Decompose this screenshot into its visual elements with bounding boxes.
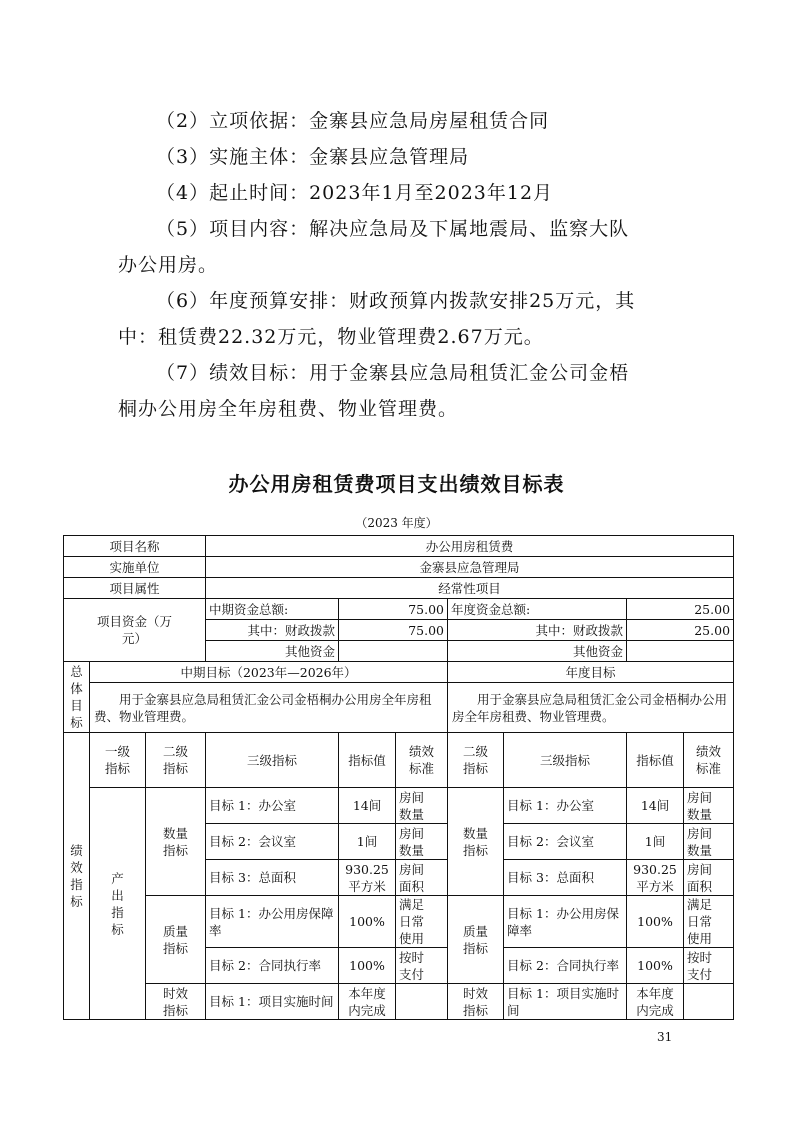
perf-indicator-label-text: 绩效指标	[70, 843, 83, 909]
goal-text-line2: 桐办公用房全年房租费、物业管理费。	[118, 398, 459, 420]
paragraph-subject	[118, 139, 678, 175]
qty-target-3-year: 目标 3：总面积	[504, 860, 627, 896]
header-level2-text: 二级指标	[162, 744, 188, 776]
quality-target-2: 目标 2：合同执行率	[206, 948, 339, 984]
time-target-1: 目标 1：项目实施时间	[206, 984, 339, 1020]
mid-other-label: 其他资金	[206, 641, 339, 662]
perf-indicator-label	[64, 733, 90, 1020]
table-row	[64, 788, 734, 824]
qty-target-1-standard	[396, 788, 448, 824]
qty-target-2-standard-text: 房间数量	[399, 825, 425, 858]
mid-goal-header: 中期目标（2023年—2026年）	[90, 662, 448, 683]
qty-target-1: 目标 1：办公室	[206, 788, 339, 824]
header-standard-year	[684, 733, 734, 788]
qty-target-3-year-standard	[684, 860, 734, 896]
year-fiscal-value: 25.00	[627, 620, 734, 641]
subject-text: （3）实施主体：金寨县应急管理局	[156, 146, 470, 168]
time-target-1-year-value-text: 本年度内完成	[636, 985, 674, 1018]
unit-label: 实施单位	[64, 557, 206, 578]
table-row	[64, 733, 734, 788]
time-indicator-year	[448, 984, 504, 1020]
quality-target-2-value: 100%	[339, 948, 396, 984]
table-row	[64, 984, 734, 1020]
quality-target-1-year-standard-text: 满足日常使用	[687, 897, 713, 946]
time-indicator-year-text: 时效指标	[463, 985, 489, 1018]
quality-target-2-standard	[396, 948, 448, 984]
output-indicator	[90, 788, 146, 1020]
qty-target-1-value: 14间	[339, 788, 396, 824]
quality-target-1-value: 100%	[339, 896, 396, 948]
quality-indicator	[146, 896, 206, 984]
performance-target-table	[63, 535, 734, 1020]
budget-text-line2: 中：租赁费22.32万元，物业管理费2.67万元。	[118, 326, 544, 348]
content-text-line2: 办公用房。	[118, 254, 219, 276]
project-name-value: 办公用房租赁费	[206, 536, 734, 557]
time-target-1-standard	[396, 984, 448, 1020]
mid-total-value: 75.00	[339, 599, 448, 620]
qty-indicator-year	[448, 788, 504, 896]
quality-target-1: 目标 1：办公用房保障率	[206, 896, 339, 948]
time-target-1-value	[339, 984, 396, 1020]
funds-label-text: 项目资金（万元）	[96, 614, 172, 646]
qty-target-3-year-value-text: 930.25平方米	[633, 861, 677, 894]
quality-target-2-year-standard-text: 按时支付	[687, 949, 713, 982]
qty-target-1-standard-text: 房间数量	[399, 789, 425, 822]
year-total-label: 年度资金总额:	[448, 599, 627, 620]
goal-text-line1: （7）绩效目标：用于金寨县应急局租赁汇金公司金梧	[156, 362, 630, 384]
qty-target-2-year: 目标 2：会议室	[504, 824, 627, 860]
qty-target-3-standard-text: 房间面积	[399, 861, 425, 894]
qty-indicator	[146, 788, 206, 896]
time-target-1-year-value	[627, 984, 684, 1020]
qty-target-1-year-standard	[684, 788, 734, 824]
header-value: 指标值	[339, 733, 396, 788]
qty-indicator-year-text: 数量指标	[463, 825, 489, 858]
qty-target-3-year-value	[627, 860, 684, 896]
header-level3: 三级指标	[206, 733, 339, 788]
overall-goal-label	[64, 662, 90, 733]
year-goal-text: 用于金寨县应急局租赁汇金公司金梧桐办公用房全年房租费、物业管理费。	[448, 683, 734, 733]
table-title: 办公用房租赁费项目支出绩效目标表	[228, 472, 565, 496]
time-target-1-year: 目标 1：项目实施时间	[504, 984, 627, 1020]
overall-goal-label-text: 总体目标	[70, 664, 83, 730]
quality-indicator-year-text: 质量指标	[463, 923, 489, 956]
table-row	[64, 557, 734, 578]
year-other-label: 其他资金	[448, 641, 627, 662]
table-row	[64, 662, 734, 683]
qty-target-2: 目标 2：会议室	[206, 824, 339, 860]
budget-text-line1: （6）年度预算安排：财政预算内拨款安排25万元，其	[156, 290, 636, 312]
qty-indicator-text: 数量指标	[162, 825, 188, 858]
attr-label: 项目属性	[64, 578, 206, 599]
table-row	[64, 599, 734, 620]
table-year: （2023 年度）	[355, 516, 438, 530]
project-name-label: 项目名称	[64, 536, 206, 557]
qty-target-2-year-value: 1间	[627, 824, 684, 860]
header-standard-text: 绩效标准	[409, 744, 435, 776]
header-level2-year-text: 二级指标	[463, 744, 489, 776]
paragraph-goal	[118, 355, 678, 427]
unit-value: 金寨县应急管理局	[206, 557, 734, 578]
qty-target-2-year-standard	[684, 824, 734, 860]
page-number: 31	[657, 1030, 673, 1044]
quality-target-2-standard-text: 按时支付	[399, 949, 425, 982]
table-row	[64, 896, 734, 948]
quality-indicator-text: 质量指标	[162, 923, 188, 956]
table-row	[64, 683, 734, 733]
quality-target-1-year: 目标 1：办公用房保障率	[504, 896, 627, 948]
header-level2	[146, 733, 206, 788]
header-standard-year-text: 绩效标准	[696, 744, 722, 776]
output-indicator-text: 产出指标	[111, 870, 124, 937]
year-goal-header: 年度目标	[448, 662, 734, 683]
paragraph-content	[118, 211, 678, 283]
year-total-value: 25.00	[627, 599, 734, 620]
header-standard	[396, 733, 448, 788]
quality-target-2-year-value: 100%	[627, 948, 684, 984]
header-level1	[90, 733, 146, 788]
time-target-1-value-text: 本年度内完成	[348, 985, 386, 1018]
qty-target-3-year-standard-text: 房间面积	[687, 861, 713, 894]
funds-label	[64, 599, 206, 662]
qty-target-1-year-value: 14间	[627, 788, 684, 824]
quality-target-1-year-standard	[684, 896, 734, 948]
period-text: （4）起止时间：2023年1月至2023年12月	[156, 182, 554, 204]
qty-target-3-value-text: 930.25平方米	[345, 861, 389, 894]
quality-indicator-year	[448, 896, 504, 984]
qty-target-3-value	[339, 860, 396, 896]
attr-value: 经常性项目	[206, 578, 734, 599]
quality-target-1-standard-text: 满足日常使用	[399, 897, 425, 946]
table-row	[64, 578, 734, 599]
mid-other-value	[339, 641, 448, 662]
mid-goal-text: 用于金寨县应急局租赁汇金公司金梧桐办公用房全年房租费、物业管理费。	[90, 683, 448, 733]
quality-target-2-year-standard	[684, 948, 734, 984]
quality-target-1-standard	[396, 896, 448, 948]
qty-target-2-standard	[396, 824, 448, 860]
mid-fiscal-label: 其中：财政拨款	[206, 620, 339, 641]
header-level1-text: 一级指标	[104, 744, 130, 776]
paragraph-basis	[118, 103, 678, 139]
qty-target-3-standard	[396, 860, 448, 896]
header-value-year: 指标值	[627, 733, 684, 788]
paragraph-budget	[118, 283, 678, 355]
year-other-value	[627, 641, 734, 662]
qty-target-2-year-standard-text: 房间数量	[687, 825, 713, 858]
time-target-1-year-standard	[684, 984, 734, 1020]
mid-fiscal-value: 75.00	[339, 620, 448, 641]
quality-target-2-year: 目标 2：合同执行率	[504, 948, 627, 984]
basis-text: （2）立项依据：金寨县应急局房屋租赁合同	[156, 110, 550, 132]
header-level2-year	[448, 733, 504, 788]
time-indicator	[146, 984, 206, 1020]
qty-target-1-year: 目标 1：办公室	[504, 788, 627, 824]
qty-target-2-value: 1间	[339, 824, 396, 860]
header-level3-year: 三级指标	[504, 733, 627, 788]
quality-target-1-year-value: 100%	[627, 896, 684, 948]
table-row	[64, 536, 734, 557]
qty-target-1-year-standard-text: 房间数量	[687, 789, 713, 822]
content-text-line1: （5）项目内容：解决应急局及下属地震局、监察大队	[156, 218, 630, 240]
year-fiscal-label: 其中：财政拨款	[448, 620, 627, 641]
mid-total-label: 中期资金总额:	[206, 599, 339, 620]
paragraph-period	[118, 175, 678, 211]
time-indicator-text: 时效指标	[162, 985, 188, 1018]
qty-target-3: 目标 3：总面积	[206, 860, 339, 896]
